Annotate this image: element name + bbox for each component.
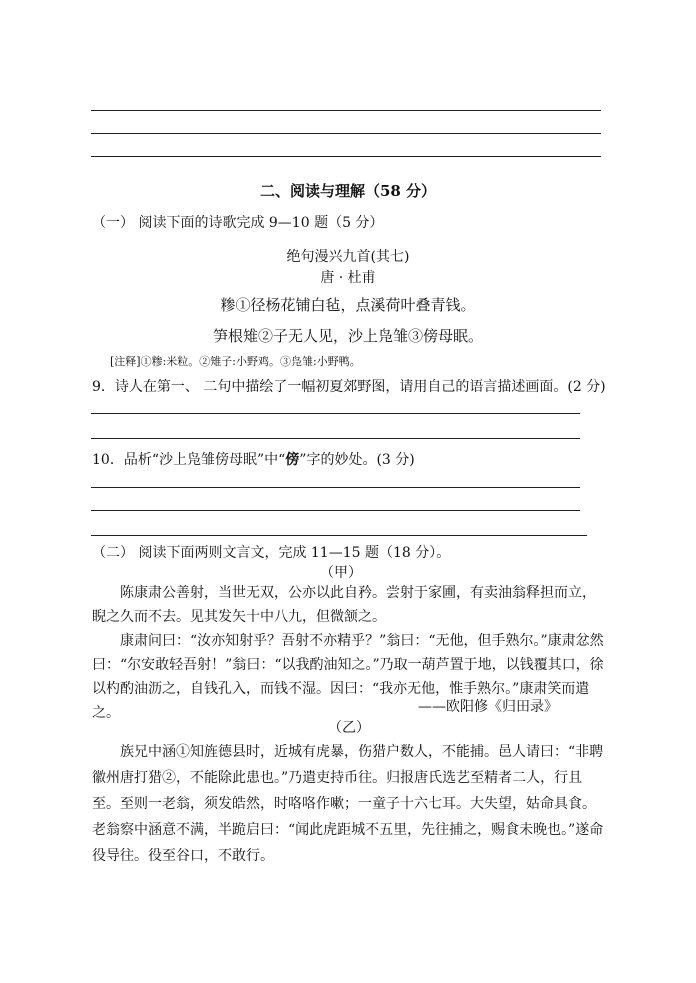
answer-line — [91, 156, 601, 157]
question-10-suffix: ”字的妙处。(3 分) — [299, 452, 415, 468]
text-jia-source: ——欧阳修《归田录》 — [418, 699, 558, 715]
answer-line — [91, 438, 580, 439]
poem-title: 绝句漫兴九首(其七) — [286, 249, 410, 265]
text-yi-paragraph-1: 族兄中涵①知旌德县时，近城有虎暴，伤猎户数人，不能捕。邑人请曰：“非聘徽州唐打猎②，不能除此患也。”乃遣吏持币往。归报唐氏选艺至精者二人，行且至。至则一老翁，须发皓然，时咯咯作嗽；一童子十六七耳。大失望，姑命具食。老翁察中涵意不满，半跪启曰：“闻此虎距城不五里，先往捕之，赐食未晚也。”遂命役导往。役至谷口，不敢行。 — [92, 744, 604, 864]
text-jia-label: （甲） — [320, 565, 362, 581]
poem-author: 唐 · 杜甫 — [320, 270, 376, 286]
answer-line — [91, 510, 580, 511]
text-jia-paragraph-2: 康肃问曰：“汝亦知射乎？吾射不亦精乎？”翁曰：“无他，但手熟尔。”康肃忿然曰：“尔安敢轻吾射！”翁曰：“以我酌油知之。”乃取一葫芦置于地，以钱覆其口，徐以杓酌油沥之，自钱孔入，而钱不湿。因曰：“我亦无他，惟手熟尔。”康肃笑而遣之。 — [92, 633, 604, 721]
section-title: 二、阅读与理解（58 分） — [259, 182, 437, 200]
text-yi-label: （乙） — [328, 720, 370, 736]
answer-line — [91, 487, 580, 488]
poem-line-2: 笋根雉②子无人见，沙上凫雏③傍母眠。 — [212, 327, 483, 345]
answer-line — [91, 133, 601, 134]
answer-line — [91, 413, 580, 414]
question-9: 9．诗人在第一、 二句中描绘了一幅初夏郊野图，请用自己的语言描述画面。(2 分) — [92, 379, 606, 395]
text-jia-paragraph-1: 陈康肃公善射，当世无双，公亦以此自矜。尝射于家圃，有卖油翁释担而立，睨之久而不去。见其发矢十中八九，但微颔之。 — [92, 585, 596, 625]
part2-heading: （二） 阅读下面两则文言文，完成 11—15 题（18 分）。 — [92, 545, 451, 561]
poem-line-1: 糁①径杨花铺白毡，点溪荷叶叠青钱。 — [220, 296, 476, 314]
answer-line — [91, 535, 587, 536]
question-10-prefix: 10．品析“沙上凫雏傍母眠”中“ — [92, 452, 286, 468]
poem-notes: [注释]①糁:米粒。②雉子:小野鸡。③凫雏:小野鸭。 — [110, 355, 361, 368]
answer-line — [91, 110, 601, 111]
question-10-emphasis: 傍 — [285, 452, 300, 468]
question-10 — [92, 449, 415, 469]
part1-heading: （一） 阅读下面的诗歌完成 9—10 题（5 分） — [92, 215, 384, 231]
